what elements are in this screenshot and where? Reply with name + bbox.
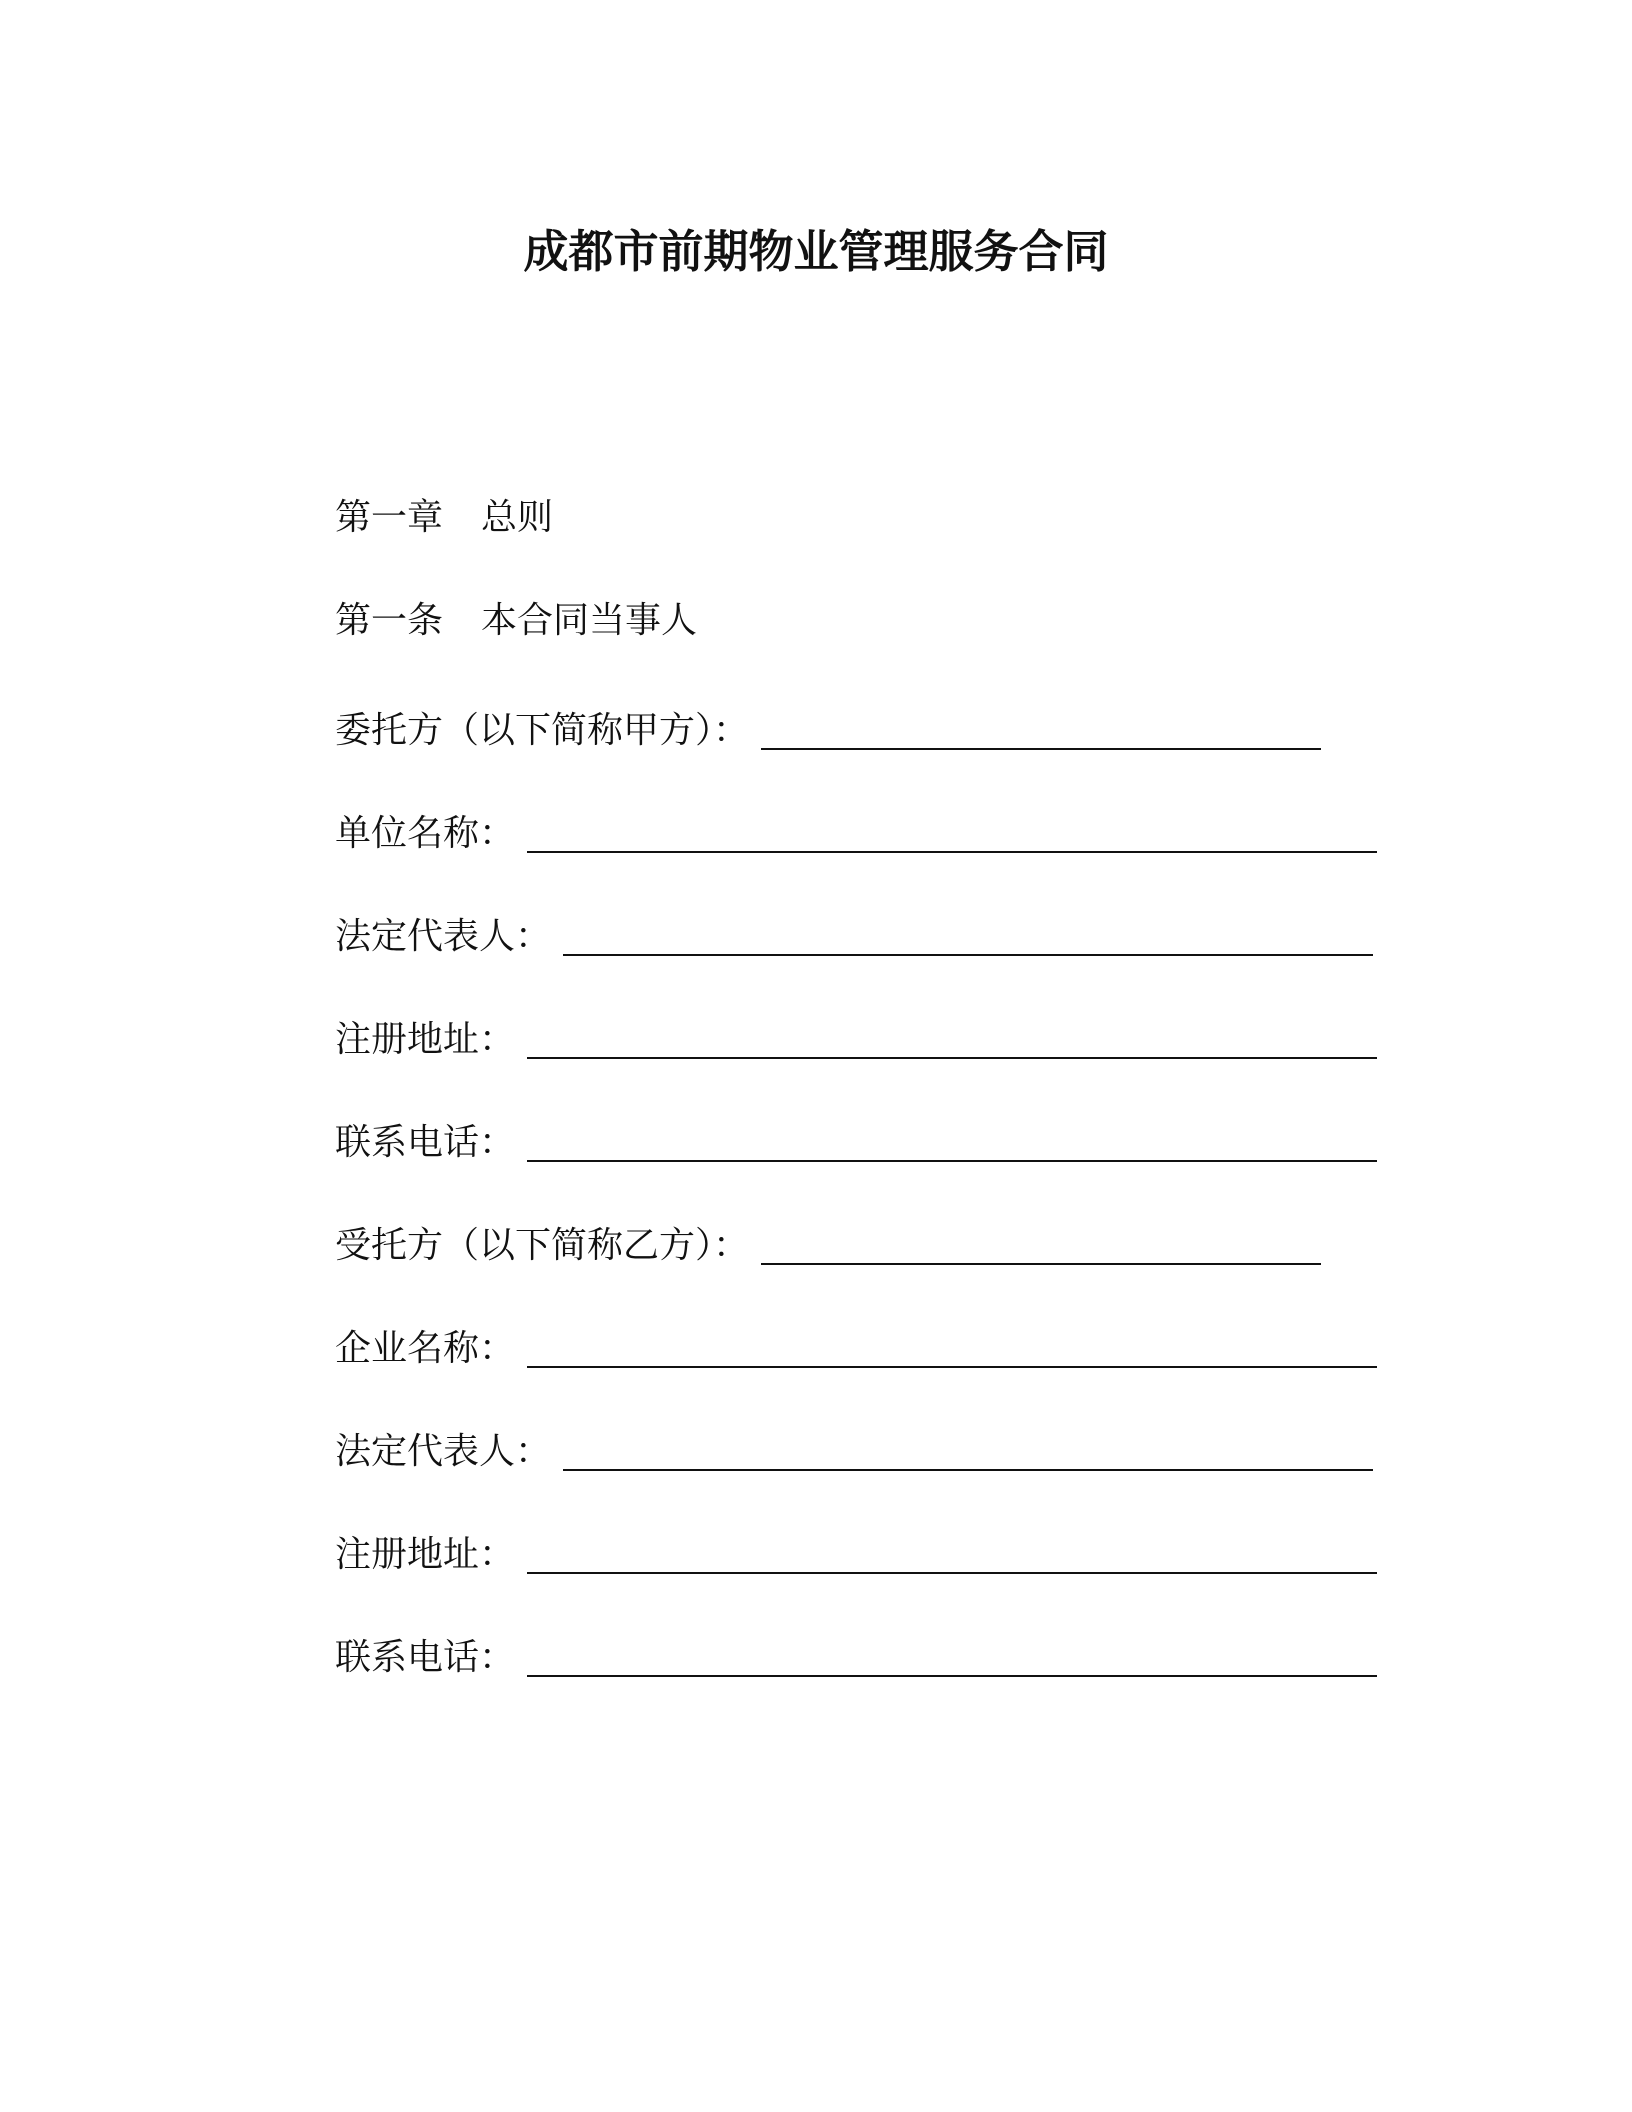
party-b-company-name-row: [335, 1318, 1377, 1374]
party-a-blank-line[interactable]: [761, 748, 1321, 750]
party-a-unit-name-blank[interactable]: [527, 851, 1377, 853]
party-b-address-label: 注册地址：: [335, 1534, 516, 1575]
party-a-heading-row: [335, 700, 1321, 756]
party-b-legal-rep-row: [335, 1421, 1373, 1477]
chapter-name: 总则: [481, 497, 554, 538]
party-a-address-blank[interactable]: [527, 1057, 1377, 1059]
party-b-heading: 受托方（以下简称乙方）：: [335, 1225, 750, 1266]
party-b-phone-row: [335, 1627, 1377, 1683]
party-b-blank-line[interactable]: [761, 1263, 1321, 1265]
document-title: 成都市前期物业管理服务合同: [523, 225, 1109, 278]
party-a-phone-label: 联系电话：: [335, 1122, 516, 1163]
party-a-address-label: 注册地址：: [335, 1019, 516, 1060]
party-a-unit-name-row: [335, 803, 1377, 859]
chapter-heading: [335, 493, 553, 543]
party-a-phone-blank[interactable]: [527, 1160, 1377, 1162]
party-b-heading-row: [335, 1215, 1321, 1271]
party-a-legal-rep-label: 法定代表人：: [335, 916, 552, 957]
party-b-company-name-label: 企业名称：: [335, 1328, 516, 1369]
party-b-company-name-blank[interactable]: [527, 1366, 1377, 1368]
party-a-heading: 委托方（以下简称甲方）：: [335, 710, 750, 751]
party-a-legal-rep-blank[interactable]: [563, 954, 1373, 956]
article-name: 本合同当事人: [481, 600, 698, 641]
party-a-unit-name-label: 单位名称：: [335, 813, 516, 854]
party-b-phone-blank[interactable]: [527, 1675, 1377, 1677]
party-b-phone-label: 联系电话：: [335, 1637, 516, 1678]
party-b-legal-rep-label: 法定代表人：: [335, 1431, 552, 1472]
chapter-number: 第一章: [335, 497, 444, 538]
article-heading: [335, 596, 697, 646]
article-number: 第一条: [335, 600, 444, 641]
party-a-phone-row: [335, 1112, 1377, 1168]
party-b-address-row: [335, 1524, 1377, 1580]
party-b-address-blank[interactable]: [527, 1572, 1377, 1574]
party-a-address-row: [335, 1009, 1377, 1065]
party-a-legal-rep-row: [335, 906, 1373, 962]
party-b-legal-rep-blank[interactable]: [563, 1469, 1373, 1471]
